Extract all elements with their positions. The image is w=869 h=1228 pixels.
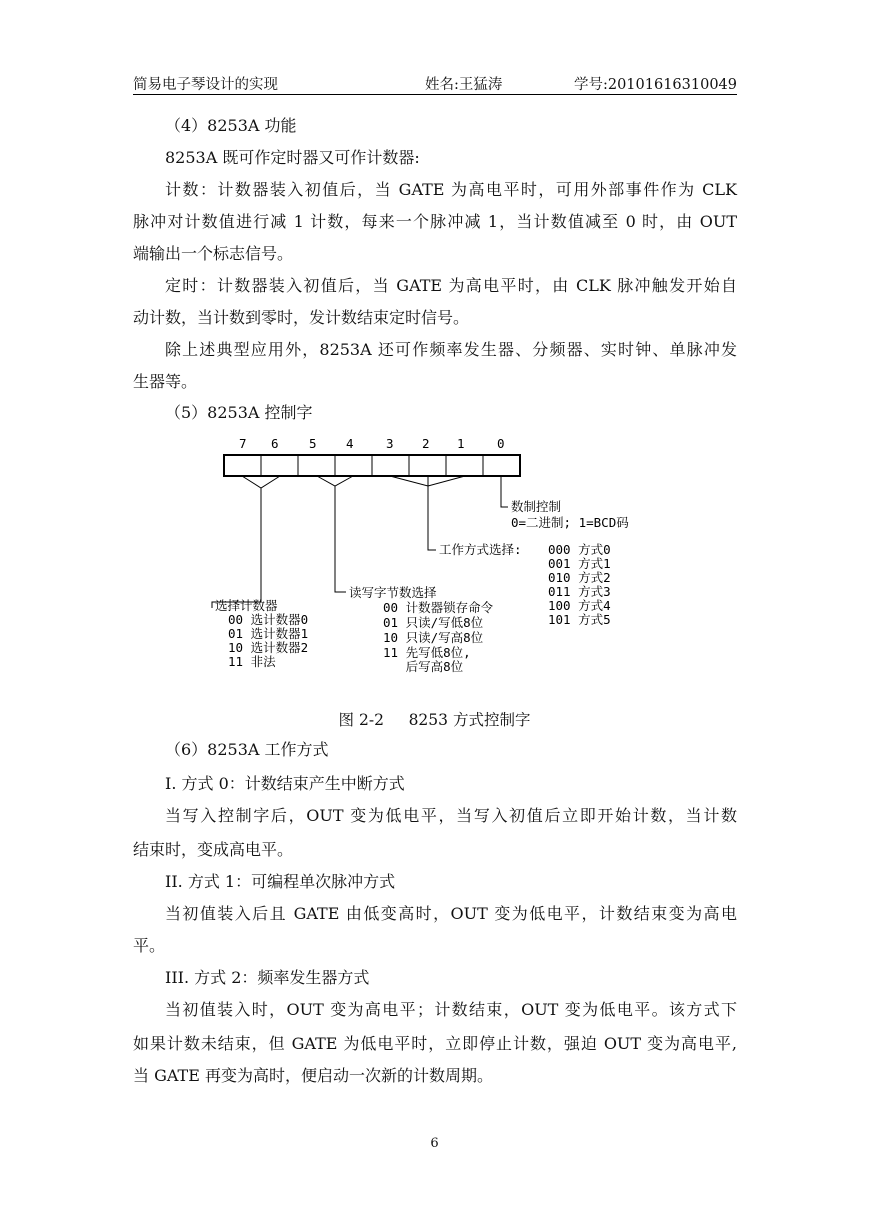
bit-label: 3 xyxy=(386,436,394,451)
paragraph-line: 结束时，变成高电平。 xyxy=(133,840,294,859)
rw-row: 11 先写低8位, xyxy=(383,645,471,660)
page-header xyxy=(133,70,737,95)
bcd-title: 数制控制 xyxy=(511,499,562,514)
header-student-id: 学号:20101616310049 xyxy=(573,77,737,93)
mode-row: 001 方式1 xyxy=(548,556,611,571)
mode-heading: III. 方式 2：频率发生器方式 xyxy=(165,968,370,987)
bit-labels xyxy=(239,436,505,451)
rw-row: 后写高8位 xyxy=(383,659,464,674)
bit-label: 1 xyxy=(457,436,465,451)
paragraph-line: 生器等。 xyxy=(133,372,198,391)
paragraph-line: 当 GATE 再变为高时，便启动一次新的计数周期。 xyxy=(133,1066,493,1085)
paragraph-line: 动计数，当计数到零时，发计数结束定时信号。 xyxy=(133,308,470,327)
rw-title: 读写字节数选择 xyxy=(349,585,437,600)
register-box xyxy=(224,455,520,476)
paragraph-line: 计数：计数器装入初值后，当 GATE 为高电平时，可用外部事件作为 CLK xyxy=(165,180,737,199)
bit-label: 4 xyxy=(346,436,354,451)
bit-label: 7 xyxy=(239,436,247,451)
counter-select-block xyxy=(215,598,308,669)
control-word-diagram xyxy=(200,432,660,694)
rw-row: 10 只读/写高8位 xyxy=(383,630,484,645)
paragraph-line: 当写入控制字后，OUT 变为低电平，当写入初值后立即开始计数，当计数 xyxy=(165,806,737,825)
figure-caption: 图 2-2 8253 方式控制字 xyxy=(338,711,531,729)
paragraph-line: 当初值装入时，OUT 变为高电平；计数结束，OUT 变为低电平。该方式下 xyxy=(165,1000,737,1019)
bcd-desc: 0=二进制; 1=BCD码 xyxy=(511,515,629,530)
rw-select-block xyxy=(349,585,494,674)
section-heading-function: （4）8253A 功能 xyxy=(165,116,297,135)
bit-label: 0 xyxy=(497,436,505,451)
paragraph-line: 平。 xyxy=(133,936,166,955)
mode-row: 100 方式4 xyxy=(548,598,611,613)
counter-row: 11 非法 xyxy=(228,654,276,669)
bcd-control-block xyxy=(511,499,629,530)
bit-label: 2 xyxy=(422,436,430,451)
paragraph-line: 8253A 既可作定时器又可作计数器: xyxy=(165,148,420,167)
paragraph-line: 脉冲对计数值进行减 1 计数，每来一个脉冲减 1，当计数值减至 0 时，由 OUT xyxy=(133,212,737,231)
rw-row: 01 只读/写低8位 xyxy=(383,615,484,630)
rw-row: 00 计数器锁存命令 xyxy=(383,600,494,615)
counter-row: 10 选计数器2 xyxy=(228,640,309,655)
counter-row: 01 选计数器1 xyxy=(228,626,309,641)
mode-title: 工作方式选择: xyxy=(439,542,522,557)
mode-heading: I. 方式 0：计数结束产生中断方式 xyxy=(165,774,405,793)
header-author: 姓名:王猛涛 xyxy=(425,77,503,93)
mode-row: 010 方式2 xyxy=(548,570,611,585)
bit-label: 5 xyxy=(309,436,317,451)
mode-heading: II. 方式 1：可编程单次脉冲方式 xyxy=(165,872,396,891)
counter-title: 选择计数器 xyxy=(215,598,278,613)
paragraph-line: 定时：计数器装入初值后，当 GATE 为高电平时，由 CLK 脉冲触发开始自 xyxy=(165,276,737,295)
mode-row: 000 方式0 xyxy=(548,542,611,557)
paragraph-line: 如果计数未结束，但 GATE 为低电平时，立即停止计数，强迫 OUT 变为高电平, xyxy=(133,1034,737,1053)
paragraph-line: 端输出一个标志信号。 xyxy=(133,244,294,263)
bit-label: 6 xyxy=(271,436,279,451)
paragraph-line: 除上述典型应用外，8253A 还可作频率发生器、分频器、实时钟、单脉冲发 xyxy=(165,340,737,359)
header-title: 简易电子琴设计的实现 xyxy=(133,77,278,93)
paragraph-line: 当初值装入后且 GATE 由低变高时，OUT 变为低电平，计数结束变为高电 xyxy=(165,904,737,923)
section-heading-modes: （6）8253A 工作方式 xyxy=(165,740,329,759)
section-heading-control-word: （5）8253A 控制字 xyxy=(165,403,313,422)
page-number: 6 xyxy=(430,1136,439,1151)
mode-row: 101 方式5 xyxy=(548,612,611,627)
mode-row: 011 方式3 xyxy=(548,584,611,599)
counter-row: 00 选计数器0 xyxy=(228,612,309,627)
